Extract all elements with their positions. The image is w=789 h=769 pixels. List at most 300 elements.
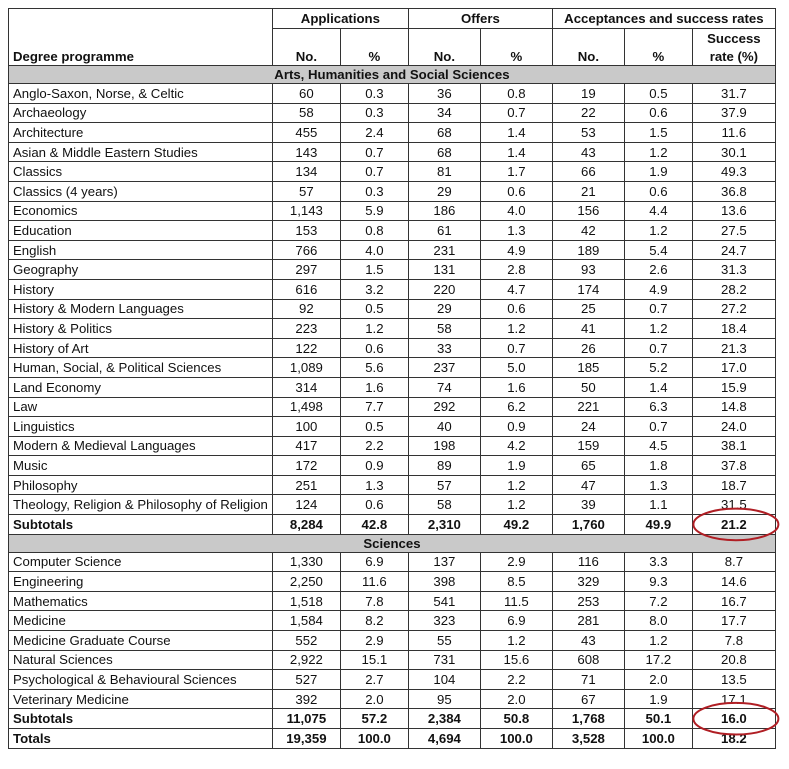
header-blank bbox=[9, 9, 273, 29]
table-row bbox=[9, 221, 776, 241]
table-cell: 5.9 bbox=[340, 201, 408, 221]
table-row bbox=[9, 670, 776, 690]
table-row bbox=[9, 591, 776, 611]
table-cell: 17.0 bbox=[692, 358, 775, 378]
table-cell: 323 bbox=[408, 611, 480, 631]
table-cell: 616 bbox=[272, 279, 340, 299]
table-cell: 16.7 bbox=[692, 591, 775, 611]
header-applications-no: No. bbox=[272, 47, 340, 66]
table-row bbox=[9, 417, 776, 437]
table-cell: 1.4 bbox=[624, 377, 692, 397]
table-cell: 65 bbox=[552, 456, 624, 476]
table-cell: 26 bbox=[552, 338, 624, 358]
table-cell: 28.2 bbox=[692, 279, 775, 299]
table-cell: 297 bbox=[272, 260, 340, 280]
table-cell: 19,359 bbox=[272, 729, 340, 749]
table-cell: 8.7 bbox=[692, 552, 775, 572]
table-cell: 0.5 bbox=[340, 417, 408, 437]
table-cell: 2.2 bbox=[480, 670, 552, 690]
table-row bbox=[9, 299, 776, 319]
table-cell: 36.8 bbox=[692, 181, 775, 201]
table-cell: 174 bbox=[552, 279, 624, 299]
table-cell: 13.5 bbox=[692, 670, 775, 690]
row-label: Engineering bbox=[9, 572, 273, 592]
table-cell: 2.7 bbox=[340, 670, 408, 690]
row-label: Classics (4 years) bbox=[9, 181, 273, 201]
row-label: History of Art bbox=[9, 338, 273, 358]
table-cell: 38.1 bbox=[692, 436, 775, 456]
table-cell: 1.8 bbox=[624, 456, 692, 476]
table-cell: 8.0 bbox=[624, 611, 692, 631]
row-label: Geography bbox=[9, 260, 273, 280]
table-cell: 1,760 bbox=[552, 515, 624, 535]
table-row bbox=[9, 572, 776, 592]
section-header-row bbox=[9, 66, 776, 84]
table-row bbox=[9, 650, 776, 670]
table-cell: 392 bbox=[272, 689, 340, 709]
table-cell: 134 bbox=[272, 162, 340, 182]
table-cell: 58 bbox=[408, 319, 480, 339]
table-cell: 0.6 bbox=[340, 338, 408, 358]
table-cell: 0.5 bbox=[340, 299, 408, 319]
row-label: Classics bbox=[9, 162, 273, 182]
table-cell: 1.2 bbox=[624, 142, 692, 162]
row-label: Asian & Middle Eastern Studies bbox=[9, 142, 273, 162]
table-cell: 4.9 bbox=[624, 279, 692, 299]
table-cell: 0.8 bbox=[480, 84, 552, 104]
table-cell: 0.6 bbox=[480, 299, 552, 319]
table-row bbox=[9, 103, 776, 123]
table-cell: 314 bbox=[272, 377, 340, 397]
table-row bbox=[9, 377, 776, 397]
table-cell: 3.3 bbox=[624, 552, 692, 572]
table-cell: 417 bbox=[272, 436, 340, 456]
table-cell: 189 bbox=[552, 240, 624, 260]
table-cell: 31.5 bbox=[692, 495, 775, 515]
table-cell: 253 bbox=[552, 591, 624, 611]
table-cell: 223 bbox=[272, 319, 340, 339]
table-cell: 0.7 bbox=[480, 103, 552, 123]
table-cell: 53 bbox=[552, 123, 624, 143]
table-cell: 39 bbox=[552, 495, 624, 515]
table-row bbox=[9, 279, 776, 299]
table-cell: 36 bbox=[408, 84, 480, 104]
table-cell: 292 bbox=[408, 397, 480, 417]
table-cell: 2,922 bbox=[272, 650, 340, 670]
table-cell: 1.6 bbox=[340, 377, 408, 397]
table-cell: 21.3 bbox=[692, 338, 775, 358]
table-cell: 8.2 bbox=[340, 611, 408, 631]
table-cell: 42.8 bbox=[340, 515, 408, 535]
table-cell: 29 bbox=[408, 181, 480, 201]
table-cell: 14.6 bbox=[692, 572, 775, 592]
table-row bbox=[9, 162, 776, 182]
table-cell: 237 bbox=[408, 358, 480, 378]
table-row bbox=[9, 689, 776, 709]
table-body bbox=[9, 66, 776, 749]
table-cell: 1.2 bbox=[480, 319, 552, 339]
table-cell: 1.6 bbox=[480, 377, 552, 397]
header-offers: Offers bbox=[408, 9, 552, 29]
row-label: Law bbox=[9, 397, 273, 417]
row-label: Natural Sciences bbox=[9, 650, 273, 670]
table-cell: 16.0 bbox=[692, 709, 775, 729]
table-cell: 0.7 bbox=[624, 299, 692, 319]
table-cell: 15.1 bbox=[340, 650, 408, 670]
table-cell: 186 bbox=[408, 201, 480, 221]
row-label: Human, Social, & Political Sciences bbox=[9, 358, 273, 378]
table-cell: 0.8 bbox=[340, 221, 408, 241]
row-label: History bbox=[9, 279, 273, 299]
table-cell: 34 bbox=[408, 103, 480, 123]
table-cell: 20.8 bbox=[692, 650, 775, 670]
table-cell: 6.3 bbox=[624, 397, 692, 417]
section-title: Arts, Humanities and Social Sciences bbox=[9, 66, 776, 84]
table-cell: 49.9 bbox=[624, 515, 692, 535]
table-cell: 7.8 bbox=[692, 631, 775, 651]
row-label: Education bbox=[9, 221, 273, 241]
table-cell: 31.7 bbox=[692, 84, 775, 104]
table-wrapper bbox=[8, 8, 776, 749]
table-cell: 766 bbox=[272, 240, 340, 260]
table-cell: 2.9 bbox=[480, 552, 552, 572]
header-applications-pct: % bbox=[340, 47, 408, 66]
table-cell: 33 bbox=[408, 338, 480, 358]
header-degree-programme: Degree programme bbox=[9, 47, 273, 66]
table-cell: 156 bbox=[552, 201, 624, 221]
table-row bbox=[9, 456, 776, 476]
table-cell: 7.8 bbox=[340, 591, 408, 611]
table-cell: 1.9 bbox=[624, 689, 692, 709]
table-cell: 1.5 bbox=[624, 123, 692, 143]
table-cell: 100 bbox=[272, 417, 340, 437]
row-label: Modern & Medieval Languages bbox=[9, 436, 273, 456]
table-cell: 92 bbox=[272, 299, 340, 319]
table-cell: 220 bbox=[408, 279, 480, 299]
row-label: Land Economy bbox=[9, 377, 273, 397]
table-cell: 159 bbox=[552, 436, 624, 456]
table-cell: 2.2 bbox=[340, 436, 408, 456]
table-cell: 172 bbox=[272, 456, 340, 476]
table-cell: 0.3 bbox=[340, 181, 408, 201]
table-cell: 131 bbox=[408, 260, 480, 280]
table-cell: 1.2 bbox=[624, 631, 692, 651]
table-cell: 527 bbox=[272, 670, 340, 690]
table-cell: 0.6 bbox=[480, 181, 552, 201]
subtotal-row bbox=[9, 515, 776, 535]
table-cell: 29 bbox=[408, 299, 480, 319]
table-cell: 11.6 bbox=[340, 572, 408, 592]
row-label: Psychological & Behavioural Sciences bbox=[9, 670, 273, 690]
table-row bbox=[9, 142, 776, 162]
table-cell: 0.6 bbox=[340, 495, 408, 515]
table-cell: 0.7 bbox=[340, 162, 408, 182]
table-cell: 4.0 bbox=[480, 201, 552, 221]
table-cell: 43 bbox=[552, 142, 624, 162]
table-cell: 281 bbox=[552, 611, 624, 631]
table-row bbox=[9, 338, 776, 358]
row-label: Subtotals bbox=[9, 709, 273, 729]
table-row bbox=[9, 240, 776, 260]
applications-table bbox=[8, 8, 776, 749]
table-cell: 1.9 bbox=[480, 456, 552, 476]
table-cell: 100.0 bbox=[480, 729, 552, 749]
table-cell: 1,584 bbox=[272, 611, 340, 631]
table-cell: 27.5 bbox=[692, 221, 775, 241]
table-cell: 1.5 bbox=[340, 260, 408, 280]
header-acceptances-no: No. bbox=[552, 47, 624, 66]
table-cell: 0.9 bbox=[340, 456, 408, 476]
row-label: Medicine bbox=[9, 611, 273, 631]
table-cell: 27.2 bbox=[692, 299, 775, 319]
table-cell: 1.2 bbox=[624, 319, 692, 339]
table-row bbox=[9, 84, 776, 104]
row-label: History & Politics bbox=[9, 319, 273, 339]
table-cell: 57 bbox=[408, 475, 480, 495]
table-cell: 0.7 bbox=[624, 338, 692, 358]
table-cell: 185 bbox=[552, 358, 624, 378]
table-cell: 67 bbox=[552, 689, 624, 709]
table-cell: 71 bbox=[552, 670, 624, 690]
table-cell: 4,694 bbox=[408, 729, 480, 749]
table-cell: 41 bbox=[552, 319, 624, 339]
table-cell: 17.2 bbox=[624, 650, 692, 670]
table-cell: 68 bbox=[408, 142, 480, 162]
table-cell: 9.3 bbox=[624, 572, 692, 592]
table-cell: 231 bbox=[408, 240, 480, 260]
table-cell: 49.3 bbox=[692, 162, 775, 182]
header-offers-pct: % bbox=[480, 47, 552, 66]
table-cell: 0.3 bbox=[340, 84, 408, 104]
table-cell: 93 bbox=[552, 260, 624, 280]
row-label: History & Modern Languages bbox=[9, 299, 273, 319]
table-cell: 552 bbox=[272, 631, 340, 651]
table-cell: 81 bbox=[408, 162, 480, 182]
table-cell: 50.1 bbox=[624, 709, 692, 729]
table-cell: 37.8 bbox=[692, 456, 775, 476]
row-label: Architecture bbox=[9, 123, 273, 143]
table-cell: 1.2 bbox=[340, 319, 408, 339]
table-cell: 55 bbox=[408, 631, 480, 651]
table-cell: 2.0 bbox=[624, 670, 692, 690]
table-row bbox=[9, 201, 776, 221]
table-cell: 1,768 bbox=[552, 709, 624, 729]
table-cell: 2.0 bbox=[340, 689, 408, 709]
table-cell: 100.0 bbox=[624, 729, 692, 749]
table-cell: 541 bbox=[408, 591, 480, 611]
table-cell: 57 bbox=[272, 181, 340, 201]
table-cell: 251 bbox=[272, 475, 340, 495]
table-row bbox=[9, 397, 776, 417]
table-cell: 1,498 bbox=[272, 397, 340, 417]
table-cell: 11,075 bbox=[272, 709, 340, 729]
header-offers-no: No. bbox=[408, 47, 480, 66]
table-cell: 2.8 bbox=[480, 260, 552, 280]
table-cell: 19 bbox=[552, 84, 624, 104]
table-cell: 1.3 bbox=[624, 475, 692, 495]
table-row bbox=[9, 181, 776, 201]
table-cell: 0.5 bbox=[624, 84, 692, 104]
table-cell: 58 bbox=[272, 103, 340, 123]
table-cell: 7.2 bbox=[624, 591, 692, 611]
table-cell: 50.8 bbox=[480, 709, 552, 729]
table-row bbox=[9, 552, 776, 572]
table-cell: 24.7 bbox=[692, 240, 775, 260]
table-cell: 6.9 bbox=[480, 611, 552, 631]
table-cell: 0.7 bbox=[340, 142, 408, 162]
section-header-row bbox=[9, 534, 776, 552]
row-label: Mathematics bbox=[9, 591, 273, 611]
table-cell: 116 bbox=[552, 552, 624, 572]
table-cell: 329 bbox=[552, 572, 624, 592]
table-cell: 60 bbox=[272, 84, 340, 104]
table-cell: 1.3 bbox=[480, 221, 552, 241]
table-cell: 5.2 bbox=[624, 358, 692, 378]
subtotal-row bbox=[9, 709, 776, 729]
table-cell: 3,528 bbox=[552, 729, 624, 749]
table-cell: 4.2 bbox=[480, 436, 552, 456]
table-cell: 24.0 bbox=[692, 417, 775, 437]
table-cell: 2.0 bbox=[480, 689, 552, 709]
table-cell: 1.1 bbox=[624, 495, 692, 515]
table-cell: 3.2 bbox=[340, 279, 408, 299]
table-cell: 15.9 bbox=[692, 377, 775, 397]
table-cell: 8,284 bbox=[272, 515, 340, 535]
header-acceptances-pct: % bbox=[624, 47, 692, 66]
table-cell: 6.2 bbox=[480, 397, 552, 417]
table-cell: 4.5 bbox=[624, 436, 692, 456]
table-cell: 31.3 bbox=[692, 260, 775, 280]
section-title: Sciences bbox=[9, 534, 776, 552]
row-label: Totals bbox=[9, 729, 273, 749]
table-cell: 1,518 bbox=[272, 591, 340, 611]
table-cell: 42 bbox=[552, 221, 624, 241]
table-cell: 608 bbox=[552, 650, 624, 670]
row-label: Theology, Religion & Philosophy of Religion bbox=[9, 495, 273, 515]
table-cell: 731 bbox=[408, 650, 480, 670]
table-cell: 4.9 bbox=[480, 240, 552, 260]
table-cell: 104 bbox=[408, 670, 480, 690]
table-cell: 18.7 bbox=[692, 475, 775, 495]
table-cell: 1,089 bbox=[272, 358, 340, 378]
table-cell: 50 bbox=[552, 377, 624, 397]
table-cell: 66 bbox=[552, 162, 624, 182]
table-cell: 49.2 bbox=[480, 515, 552, 535]
table-cell: 15.6 bbox=[480, 650, 552, 670]
table-cell: 68 bbox=[408, 123, 480, 143]
row-label: Medicine Graduate Course bbox=[9, 631, 273, 651]
row-label: Music bbox=[9, 456, 273, 476]
table-cell: 18.2 bbox=[692, 729, 775, 749]
table-cell: 1.2 bbox=[480, 631, 552, 651]
table-cell: 2,310 bbox=[408, 515, 480, 535]
table-cell: 153 bbox=[272, 221, 340, 241]
table-row bbox=[9, 123, 776, 143]
table-row bbox=[9, 631, 776, 651]
table-cell: 1.9 bbox=[624, 162, 692, 182]
table-cell: 1.2 bbox=[480, 475, 552, 495]
row-label: Economics bbox=[9, 201, 273, 221]
table-row bbox=[9, 319, 776, 339]
table-cell: 1.4 bbox=[480, 142, 552, 162]
table-row bbox=[9, 358, 776, 378]
row-label: Philosophy bbox=[9, 475, 273, 495]
table-cell: 2.9 bbox=[340, 631, 408, 651]
table-cell: 17.7 bbox=[692, 611, 775, 631]
row-label: Subtotals bbox=[9, 515, 273, 535]
header-success-line2: rate (%) bbox=[692, 47, 775, 66]
table-cell: 17.1 bbox=[692, 689, 775, 709]
table-cell: 58 bbox=[408, 495, 480, 515]
table-cell: 2,250 bbox=[272, 572, 340, 592]
table-cell: 2.4 bbox=[340, 123, 408, 143]
table-cell: 18.4 bbox=[692, 319, 775, 339]
table-cell: 13.6 bbox=[692, 201, 775, 221]
table-cell: 61 bbox=[408, 221, 480, 241]
table-cell: 0.9 bbox=[480, 417, 552, 437]
table-cell: 2,384 bbox=[408, 709, 480, 729]
table-cell: 100.0 bbox=[340, 729, 408, 749]
table-cell: 2.6 bbox=[624, 260, 692, 280]
table-cell: 43 bbox=[552, 631, 624, 651]
header-success-line1: Success bbox=[692, 29, 775, 48]
table-cell: 398 bbox=[408, 572, 480, 592]
table-cell: 21.2 bbox=[692, 515, 775, 535]
row-label: Computer Science bbox=[9, 552, 273, 572]
table-cell: 11.6 bbox=[692, 123, 775, 143]
table-row bbox=[9, 260, 776, 280]
table-cell: 22 bbox=[552, 103, 624, 123]
table-cell: 11.5 bbox=[480, 591, 552, 611]
table-cell: 6.9 bbox=[340, 552, 408, 572]
table-cell: 137 bbox=[408, 552, 480, 572]
table-row bbox=[9, 436, 776, 456]
table-cell: 8.5 bbox=[480, 572, 552, 592]
table-cell: 1.3 bbox=[340, 475, 408, 495]
table-cell: 4.0 bbox=[340, 240, 408, 260]
table-row bbox=[9, 495, 776, 515]
table-cell: 1.7 bbox=[480, 162, 552, 182]
table-cell: 21 bbox=[552, 181, 624, 201]
row-label: Anglo-Saxon, Norse, & Celtic bbox=[9, 84, 273, 104]
table-cell: 0.3 bbox=[340, 103, 408, 123]
table-cell: 0.7 bbox=[480, 338, 552, 358]
table-cell: 5.0 bbox=[480, 358, 552, 378]
table-cell: 95 bbox=[408, 689, 480, 709]
table-cell: 122 bbox=[272, 338, 340, 358]
header-applications: Applications bbox=[272, 9, 408, 29]
table-cell: 455 bbox=[272, 123, 340, 143]
table-cell: 24 bbox=[552, 417, 624, 437]
table-cell: 40 bbox=[408, 417, 480, 437]
table-cell: 30.1 bbox=[692, 142, 775, 162]
table-cell: 4.7 bbox=[480, 279, 552, 299]
row-label: Linguistics bbox=[9, 417, 273, 437]
table-row bbox=[9, 475, 776, 495]
table-cell: 37.9 bbox=[692, 103, 775, 123]
table-cell: 47 bbox=[552, 475, 624, 495]
table-cell: 0.6 bbox=[624, 181, 692, 201]
table-cell: 0.6 bbox=[624, 103, 692, 123]
table-cell: 0.7 bbox=[624, 417, 692, 437]
table-cell: 14.8 bbox=[692, 397, 775, 417]
table-cell: 143 bbox=[272, 142, 340, 162]
table-cell: 124 bbox=[272, 495, 340, 515]
table-cell: 1.2 bbox=[480, 495, 552, 515]
table-cell: 74 bbox=[408, 377, 480, 397]
header-acceptances: Acceptances and success rates bbox=[552, 9, 775, 29]
table-cell: 5.6 bbox=[340, 358, 408, 378]
